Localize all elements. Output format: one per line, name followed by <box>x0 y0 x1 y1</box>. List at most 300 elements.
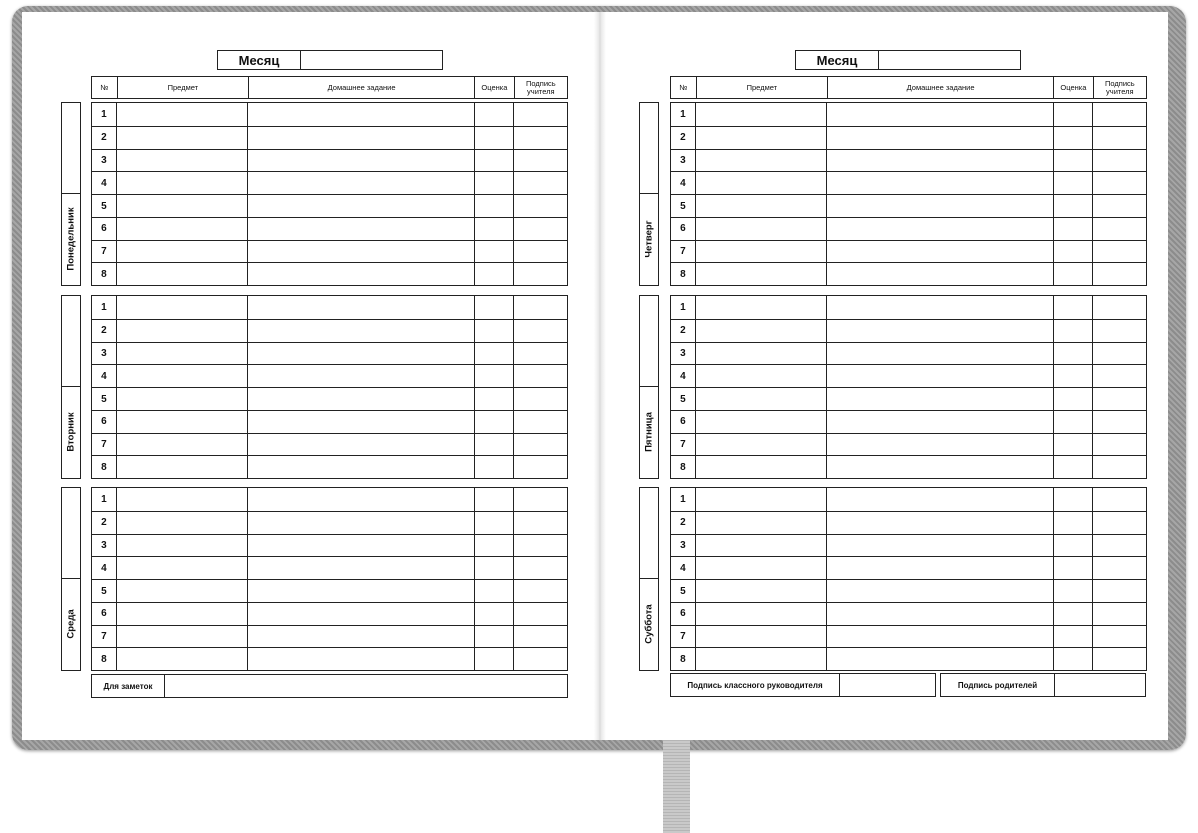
lesson-number: 6 <box>92 411 117 433</box>
subject-cell[interactable] <box>117 603 248 625</box>
subject-cell[interactable] <box>117 535 248 557</box>
signature-cell[interactable] <box>1093 434 1146 456</box>
table-row <box>92 433 567 456</box>
signature-cell[interactable] <box>514 103 567 126</box>
signature-cell[interactable] <box>1093 603 1146 625</box>
grade-cell[interactable] <box>1054 456 1093 478</box>
lesson-number: 8 <box>671 456 696 478</box>
lesson-number: 3 <box>92 343 117 365</box>
homework-cell[interactable] <box>248 241 475 263</box>
signature-cell[interactable] <box>514 648 567 670</box>
lesson-number: 2 <box>671 512 696 534</box>
homework-cell[interactable] <box>827 150 1054 172</box>
homework-cell[interactable] <box>248 603 475 625</box>
subject-cell[interactable] <box>696 580 827 602</box>
subject-cell[interactable] <box>696 218 827 240</box>
grade-cell[interactable] <box>1054 388 1093 410</box>
subject-cell[interactable] <box>696 263 827 285</box>
table-row <box>92 319 567 342</box>
subject-cell[interactable] <box>696 241 827 263</box>
lesson-number: 6 <box>92 603 117 625</box>
signature-cell[interactable] <box>1093 557 1146 579</box>
grade-cell[interactable] <box>475 218 514 240</box>
grade-cell[interactable] <box>475 263 514 285</box>
table-row <box>92 602 567 625</box>
table-row <box>671 534 1146 557</box>
table-row <box>92 126 567 149</box>
grade-cell[interactable] <box>1054 488 1093 511</box>
table-row <box>92 149 567 172</box>
lesson-number: 1 <box>671 103 696 126</box>
table-row <box>92 511 567 534</box>
subject-cell[interactable] <box>117 150 248 172</box>
table-row <box>671 647 1146 670</box>
table-row <box>92 455 567 478</box>
signature-cell[interactable] <box>1093 580 1146 602</box>
grade-cell[interactable] <box>1054 320 1093 342</box>
homework-cell[interactable] <box>827 603 1054 625</box>
header-homework: Домашнее задание <box>249 77 475 98</box>
table-row <box>671 455 1146 478</box>
homework-cell[interactable] <box>248 103 475 126</box>
subject-cell[interactable] <box>117 127 248 149</box>
subject-cell[interactable] <box>117 241 248 263</box>
homework-cell[interactable] <box>827 512 1054 534</box>
subject-cell[interactable] <box>696 103 827 126</box>
subject-cell[interactable] <box>696 456 827 478</box>
table-row <box>671 103 1146 126</box>
signature-cell[interactable] <box>1093 263 1146 285</box>
lesson-number: 8 <box>92 648 117 670</box>
grade-cell[interactable] <box>475 434 514 456</box>
table-row <box>671 319 1146 342</box>
grade-cell[interactable] <box>475 456 514 478</box>
subject-cell[interactable] <box>117 488 248 511</box>
grade-cell[interactable] <box>475 580 514 602</box>
homework-cell[interactable] <box>248 218 475 240</box>
lesson-number: 1 <box>671 488 696 511</box>
signature-cell[interactable] <box>514 172 567 194</box>
parents-signature-label: Подпись родителей <box>941 674 1055 696</box>
table-row <box>671 240 1146 263</box>
homework-cell[interactable] <box>248 411 475 433</box>
signature-cell[interactable] <box>514 296 567 319</box>
grade-cell[interactable] <box>1054 296 1093 319</box>
subject-cell[interactable] <box>117 195 248 217</box>
table-row <box>671 602 1146 625</box>
table-row <box>671 488 1146 511</box>
day-name: Четверг <box>643 220 655 258</box>
homework-cell[interactable] <box>827 241 1054 263</box>
homework-cell[interactable] <box>827 127 1054 149</box>
header-num: № <box>671 77 697 98</box>
subject-cell[interactable] <box>696 365 827 387</box>
grade-cell[interactable] <box>1054 241 1093 263</box>
signature-cell[interactable] <box>514 218 567 240</box>
signature-cell[interactable] <box>1093 103 1146 126</box>
homework-cell[interactable] <box>248 456 475 478</box>
lesson-number: 2 <box>671 320 696 342</box>
grade-cell[interactable] <box>475 535 514 557</box>
table-row <box>92 171 567 194</box>
grade-cell[interactable] <box>1054 626 1093 648</box>
table-row <box>92 488 567 511</box>
grade-cell[interactable] <box>475 488 514 511</box>
signature-cell[interactable] <box>1093 241 1146 263</box>
homework-cell[interactable] <box>248 434 475 456</box>
homework-cell[interactable] <box>248 195 475 217</box>
signature-cell[interactable] <box>1093 172 1146 194</box>
subject-cell[interactable] <box>117 456 248 478</box>
homework-cell[interactable] <box>248 626 475 648</box>
day-divider <box>62 386 80 387</box>
homework-cell[interactable] <box>827 388 1054 410</box>
day-label-box <box>639 487 659 671</box>
grade-cell[interactable] <box>475 103 514 126</box>
signature-cell[interactable] <box>514 263 567 285</box>
homework-cell[interactable] <box>248 388 475 410</box>
subject-cell[interactable] <box>117 365 248 387</box>
subject-cell[interactable] <box>117 388 248 410</box>
signature-cell[interactable] <box>1093 411 1146 433</box>
grade-cell[interactable] <box>475 512 514 534</box>
lesson-number: 8 <box>671 263 696 285</box>
homework-cell[interactable] <box>248 512 475 534</box>
grade-cell[interactable] <box>475 296 514 319</box>
signature-cell[interactable] <box>514 127 567 149</box>
subject-cell[interactable] <box>117 320 248 342</box>
day-name: Понедельник <box>65 207 77 271</box>
grade-cell[interactable] <box>1054 557 1093 579</box>
subject-cell[interactable] <box>696 648 827 670</box>
homework-cell[interactable] <box>827 580 1054 602</box>
homework-cell[interactable] <box>827 343 1054 365</box>
signature-cell[interactable] <box>1093 320 1146 342</box>
table-row <box>92 387 567 410</box>
grade-cell[interactable] <box>475 388 514 410</box>
signature-cell[interactable] <box>514 456 567 478</box>
signature-cell[interactable] <box>1093 456 1146 478</box>
homework-cell[interactable] <box>248 488 475 511</box>
subject-cell[interactable] <box>696 603 827 625</box>
grade-cell[interactable] <box>475 557 514 579</box>
lesson-number: 7 <box>92 434 117 456</box>
table-header-right <box>670 76 1147 99</box>
day-name: Суббота <box>643 604 655 644</box>
table-row <box>92 410 567 433</box>
table-row <box>671 556 1146 579</box>
lesson-number: 7 <box>671 434 696 456</box>
signature-cell[interactable] <box>1093 365 1146 387</box>
table-header-left <box>91 76 568 99</box>
grade-cell[interactable] <box>1054 512 1093 534</box>
lesson-number: 2 <box>92 512 117 534</box>
signature-cell[interactable] <box>1093 150 1146 172</box>
day-label-box <box>639 295 659 479</box>
grade-cell[interactable] <box>475 411 514 433</box>
signature-cell[interactable] <box>514 580 567 602</box>
signature-cell[interactable] <box>514 241 567 263</box>
signature-cell[interactable] <box>1093 296 1146 319</box>
subject-cell[interactable] <box>117 411 248 433</box>
grade-cell[interactable] <box>1054 535 1093 557</box>
lesson-number: 1 <box>671 296 696 319</box>
subject-cell[interactable] <box>696 557 827 579</box>
day-label-box <box>61 487 81 671</box>
ribbon-bookmark <box>663 740 690 833</box>
table-row <box>671 126 1146 149</box>
grade-cell[interactable] <box>475 241 514 263</box>
month-label: Месяц <box>796 51 879 69</box>
subject-cell[interactable] <box>696 150 827 172</box>
grade-cell[interactable] <box>475 365 514 387</box>
grade-cell[interactable] <box>1054 218 1093 240</box>
signature-cell[interactable] <box>514 150 567 172</box>
homework-cell[interactable] <box>248 296 475 319</box>
homework-cell[interactable] <box>827 648 1054 670</box>
subject-cell[interactable] <box>696 434 827 456</box>
subject-cell[interactable] <box>117 648 248 670</box>
homework-cell[interactable] <box>827 320 1054 342</box>
table-row <box>671 511 1146 534</box>
table-row <box>92 579 567 602</box>
lesson-table <box>91 102 568 286</box>
lesson-number: 4 <box>92 557 117 579</box>
signature-cell[interactable] <box>1093 648 1146 670</box>
homework-cell[interactable] <box>827 218 1054 240</box>
homework-cell[interactable] <box>248 263 475 285</box>
grade-cell[interactable] <box>1054 648 1093 670</box>
signature-cell[interactable] <box>1093 488 1146 511</box>
month-box-left <box>217 50 443 70</box>
table-row <box>92 194 567 217</box>
table-row <box>671 342 1146 365</box>
homework-cell[interactable] <box>248 557 475 579</box>
lesson-number: 1 <box>92 103 117 126</box>
signature-cell[interactable] <box>514 488 567 511</box>
grade-cell[interactable] <box>475 343 514 365</box>
grade-cell[interactable] <box>1054 127 1093 149</box>
table-row <box>92 296 567 319</box>
table-row <box>92 534 567 557</box>
homework-cell[interactable] <box>827 263 1054 285</box>
grade-cell[interactable] <box>1054 411 1093 433</box>
grade-cell[interactable] <box>1054 603 1093 625</box>
signature-cell[interactable] <box>514 626 567 648</box>
day-label-box <box>639 102 659 286</box>
lesson-table <box>670 295 1147 479</box>
homework-cell[interactable] <box>827 296 1054 319</box>
day-name: Пятница <box>643 412 655 452</box>
homework-cell[interactable] <box>827 626 1054 648</box>
homework-cell[interactable] <box>248 172 475 194</box>
subject-cell[interactable] <box>696 488 827 511</box>
lesson-number: 3 <box>671 535 696 557</box>
lesson-number: 2 <box>92 127 117 149</box>
lesson-number: 4 <box>92 172 117 194</box>
homework-cell[interactable] <box>827 172 1054 194</box>
day-name: Среда <box>65 609 77 639</box>
class-teacher-signature-label: Подпись классного руководителя <box>671 674 840 696</box>
subject-cell[interactable] <box>696 172 827 194</box>
subject-cell[interactable] <box>696 388 827 410</box>
homework-cell[interactable] <box>248 580 475 602</box>
homework-cell[interactable] <box>248 648 475 670</box>
grade-cell[interactable] <box>475 195 514 217</box>
header-grade: Оценка <box>1054 77 1094 98</box>
subject-cell[interactable] <box>117 296 248 319</box>
signature-cell[interactable] <box>514 512 567 534</box>
grade-cell[interactable] <box>475 603 514 625</box>
subject-cell[interactable] <box>117 512 248 534</box>
grade-cell[interactable] <box>1054 195 1093 217</box>
homework-cell[interactable] <box>248 535 475 557</box>
subject-cell[interactable] <box>117 434 248 456</box>
header-signature: Подпись учителя <box>1104 78 1135 96</box>
lesson-table <box>670 487 1147 671</box>
grade-cell[interactable] <box>475 626 514 648</box>
homework-cell[interactable] <box>827 103 1054 126</box>
signature-cell[interactable] <box>514 434 567 456</box>
homework-cell[interactable] <box>248 150 475 172</box>
subject-cell[interactable] <box>117 172 248 194</box>
month-field[interactable] <box>879 51 1020 69</box>
signature-cell[interactable] <box>514 365 567 387</box>
homework-cell[interactable] <box>827 557 1054 579</box>
grade-cell[interactable] <box>1054 150 1093 172</box>
table-row <box>92 625 567 648</box>
subject-cell[interactable] <box>117 263 248 285</box>
lesson-number: 6 <box>671 603 696 625</box>
homework-cell[interactable] <box>827 411 1054 433</box>
subject-cell[interactable] <box>117 626 248 648</box>
subject-cell[interactable] <box>117 218 248 240</box>
table-row <box>671 364 1146 387</box>
lesson-number: 4 <box>671 365 696 387</box>
signature-cell[interactable] <box>1093 512 1146 534</box>
lesson-number: 5 <box>671 195 696 217</box>
lesson-number: 3 <box>671 150 696 172</box>
homework-cell[interactable] <box>827 434 1054 456</box>
subject-cell[interactable] <box>696 535 827 557</box>
signature-cell[interactable] <box>514 343 567 365</box>
subject-cell[interactable] <box>696 343 827 365</box>
subject-cell[interactable] <box>696 320 827 342</box>
signature-cell[interactable] <box>514 535 567 557</box>
table-row <box>671 217 1146 240</box>
grade-cell[interactable] <box>1054 263 1093 285</box>
subject-cell[interactable] <box>117 580 248 602</box>
signature-cell[interactable] <box>514 388 567 410</box>
lesson-number: 5 <box>92 195 117 217</box>
grade-cell[interactable] <box>1054 365 1093 387</box>
lesson-number: 3 <box>92 535 117 557</box>
lesson-number: 2 <box>92 320 117 342</box>
table-row <box>671 149 1146 172</box>
signature-cell[interactable] <box>514 411 567 433</box>
subject-cell[interactable] <box>117 103 248 126</box>
parents-signature-field[interactable] <box>1055 674 1145 696</box>
homework-cell[interactable] <box>827 488 1054 511</box>
subject-cell[interactable] <box>696 626 827 648</box>
homework-cell[interactable] <box>827 195 1054 217</box>
grade-cell[interactable] <box>475 172 514 194</box>
subject-cell[interactable] <box>696 411 827 433</box>
table-row <box>671 387 1146 410</box>
subject-cell[interactable] <box>117 343 248 365</box>
grade-cell[interactable] <box>475 320 514 342</box>
day-label-box <box>61 295 81 479</box>
grade-cell[interactable] <box>1054 172 1093 194</box>
signature-cell[interactable] <box>1093 218 1146 240</box>
day-divider <box>62 193 80 194</box>
grade-cell[interactable] <box>475 127 514 149</box>
subject-cell[interactable] <box>696 195 827 217</box>
homework-cell[interactable] <box>248 343 475 365</box>
signature-cell[interactable] <box>514 603 567 625</box>
lesson-table <box>91 487 568 671</box>
homework-cell[interactable] <box>827 535 1054 557</box>
lesson-number: 4 <box>671 557 696 579</box>
grade-cell[interactable] <box>1054 580 1093 602</box>
table-row <box>671 171 1146 194</box>
homework-cell[interactable] <box>827 456 1054 478</box>
homework-cell[interactable] <box>248 127 475 149</box>
header-subject: Предмет <box>697 77 828 98</box>
header-homework: Домашнее задание <box>828 77 1054 98</box>
grade-cell[interactable] <box>1054 434 1093 456</box>
day-divider <box>640 193 658 194</box>
notes-label: Для заметок <box>92 675 165 697</box>
signature-cell[interactable] <box>1093 127 1146 149</box>
subject-cell[interactable] <box>117 557 248 579</box>
homework-cell[interactable] <box>248 365 475 387</box>
grade-cell[interactable] <box>1054 103 1093 126</box>
table-row <box>671 625 1146 648</box>
month-field[interactable] <box>301 51 442 69</box>
lesson-number: 1 <box>92 488 117 511</box>
signature-cell[interactable] <box>1093 343 1146 365</box>
lesson-number: 5 <box>92 580 117 602</box>
subject-cell[interactable] <box>696 512 827 534</box>
subject-cell[interactable] <box>696 296 827 319</box>
grade-cell[interactable] <box>475 648 514 670</box>
signature-cell[interactable] <box>1093 626 1146 648</box>
day-divider <box>62 578 80 579</box>
signature-cell[interactable] <box>514 195 567 217</box>
table-row <box>671 262 1146 285</box>
table-row <box>671 410 1146 433</box>
signature-cell[interactable] <box>1093 195 1146 217</box>
notes-field[interactable] <box>165 675 567 697</box>
table-row <box>671 194 1146 217</box>
grade-cell[interactable] <box>475 150 514 172</box>
signature-cell[interactable] <box>514 320 567 342</box>
signature-cell[interactable] <box>1093 388 1146 410</box>
homework-cell[interactable] <box>827 365 1054 387</box>
lesson-number: 8 <box>92 456 117 478</box>
class-teacher-signature-field[interactable] <box>840 674 935 696</box>
grade-cell[interactable] <box>1054 343 1093 365</box>
header-grade: Оценка <box>475 77 515 98</box>
signature-cell[interactable] <box>1093 535 1146 557</box>
subject-cell[interactable] <box>696 127 827 149</box>
month-box-right <box>795 50 1021 70</box>
signature-cell[interactable] <box>514 557 567 579</box>
table-row <box>92 556 567 579</box>
table-row <box>671 433 1146 456</box>
homework-cell[interactable] <box>248 320 475 342</box>
